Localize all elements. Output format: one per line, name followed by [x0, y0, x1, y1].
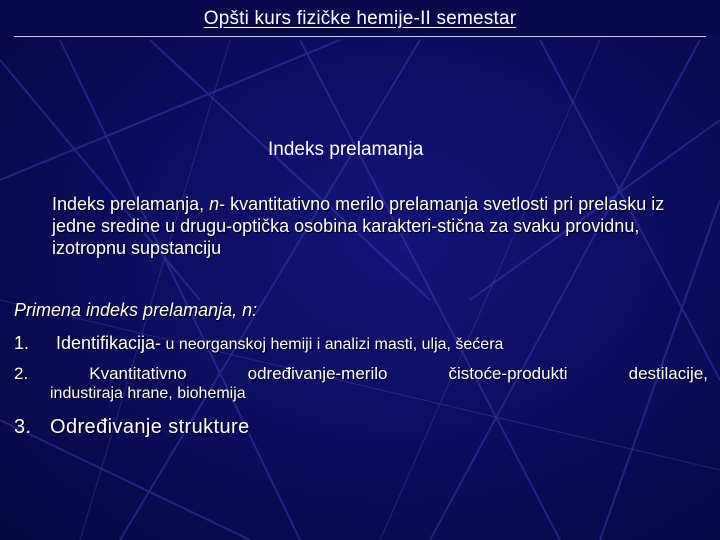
list-item-2-row — [14, 364, 708, 384]
list-word: čistoće-produkti — [448, 364, 568, 383]
list-item-text: u neorganskoj hemiji i analizi masti, ulja, šećera — [161, 336, 504, 353]
list-number: 1. — [14, 333, 30, 353]
list-item-3 — [14, 416, 250, 439]
list-item-continuation: industiraja hrane, biohemija — [50, 385, 246, 402]
definition-symbol: n — [209, 194, 220, 214]
list-word: destilacije, — [628, 364, 708, 383]
definition-intro: Indeks prelamanja, — [52, 194, 210, 214]
slide-header-title: Opšti kurs fizičke hemije-II semestar — [203, 8, 517, 29]
list-number: 2. — [14, 364, 29, 383]
definition-paragraph — [52, 193, 712, 259]
list-number: 3. — [14, 416, 32, 438]
list-word: Kvantitativno — [89, 364, 187, 383]
applications-heading: Primena indeks prelamanja, n: — [14, 300, 258, 320]
definition-rest: - kvantitativno merilo prelamanja svetlosti pri prelasku iz jedne sredine u drugu-optička osobina karakteri-stična za svaku providnu, izotropnu supstanciju — [52, 194, 665, 258]
list-word: određivanje-merilo — [247, 364, 388, 383]
slide-title: Indeks prelamanja — [268, 139, 424, 160]
list-item-lead: Identifikacija- — [56, 333, 162, 353]
list-item-1 — [14, 333, 704, 354]
list-item-text: Određivanje strukture — [50, 416, 250, 438]
header-divider — [14, 36, 706, 37]
list-item-2 — [14, 364, 708, 404]
